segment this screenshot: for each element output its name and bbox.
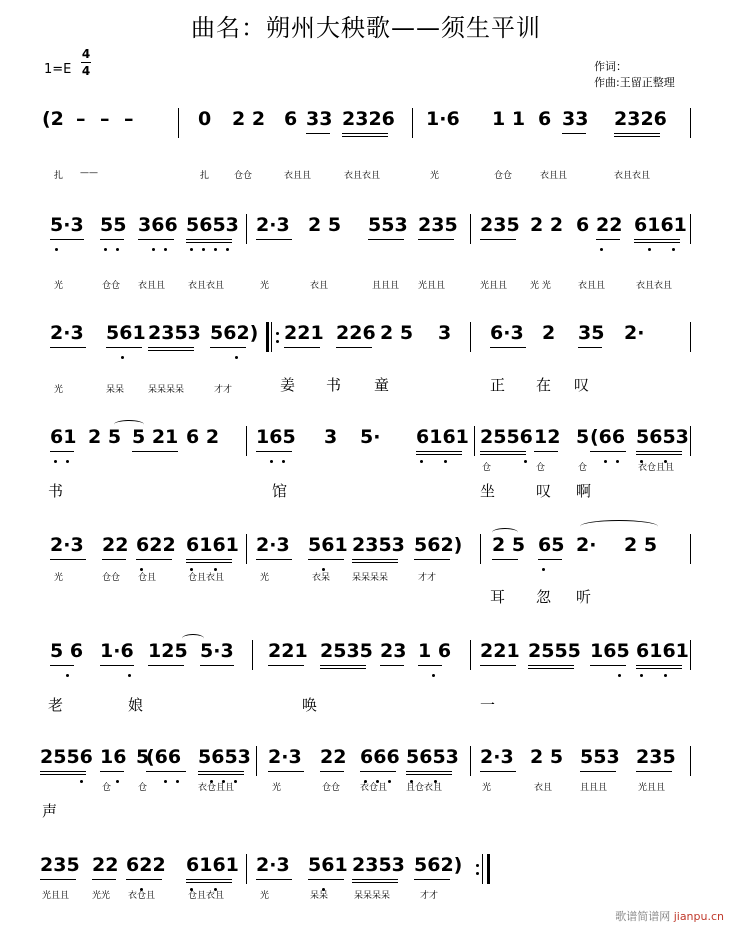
percussion-syllable: 仓 — [138, 783, 148, 793]
note: 33 — [306, 108, 333, 130]
percussion-syllable: 光 — [430, 171, 440, 181]
note: – — [124, 108, 134, 130]
percussion-syllable: 仓且衣且 — [188, 573, 225, 583]
note: 5653 — [198, 746, 251, 768]
time-signature-top: 4 — [81, 47, 91, 61]
percussion-syllable: 衣仓且 — [360, 783, 388, 793]
percussion-syllable: 仓 — [536, 463, 546, 473]
note: 561 — [308, 534, 348, 556]
note: 221 — [268, 640, 308, 662]
lyric: 一 — [480, 696, 496, 714]
note: 5·3 — [50, 214, 84, 236]
note: 5653 — [406, 746, 459, 768]
note: 2· — [624, 322, 645, 344]
percussion-syllable: 才才 — [214, 385, 233, 395]
note: 2 — [542, 322, 556, 344]
note: 2326 — [342, 108, 395, 130]
note: 61 — [50, 426, 77, 448]
lyric: 童 — [374, 376, 390, 394]
note: 553 — [368, 214, 408, 236]
note: 22 — [102, 534, 129, 556]
percussion-syllable: 光 — [54, 573, 64, 583]
note: 221 — [284, 322, 324, 344]
note: 2·3 — [50, 534, 84, 556]
note: 562) — [210, 322, 259, 344]
percussion-syllable: 衣仓且 — [128, 891, 156, 901]
note: 55 — [100, 214, 127, 236]
note: 3 — [438, 322, 452, 344]
note: 235 — [480, 214, 520, 236]
percussion-syllable: 衣仓且且 — [198, 783, 235, 793]
note: 2 5 — [530, 746, 564, 768]
lyric: 声 — [42, 802, 58, 820]
page-title: 曲名：朔州大秧歌——须生平训 — [191, 14, 541, 42]
note: 6161 — [186, 854, 239, 876]
percussion-syllable: 衣且衣且 — [636, 281, 673, 291]
note: 2535 — [320, 640, 373, 662]
lyric: 娘 — [128, 696, 144, 714]
percussion-syllable: 仓 — [578, 463, 588, 473]
percussion-syllable: 光且且 — [480, 281, 508, 291]
note: 226 — [336, 322, 376, 344]
percussion-syllable: 光 光 — [530, 281, 551, 291]
lyric: 在 — [536, 376, 552, 394]
note: 35 — [578, 322, 605, 344]
note: 2· — [576, 534, 597, 556]
note: 2555 — [528, 640, 581, 662]
note: – — [100, 108, 110, 130]
note: 622 — [126, 854, 166, 876]
note: 125 — [148, 640, 188, 662]
note: 33 — [562, 108, 589, 130]
note: 2 5 — [380, 322, 414, 344]
note: – — [76, 108, 86, 130]
note: 6 — [284, 108, 298, 130]
percussion-syllable: 仓仓 — [234, 171, 253, 181]
note: 2353 — [352, 854, 405, 876]
note: 0 — [198, 108, 212, 130]
note: 6161 — [186, 534, 239, 556]
note: 5· — [360, 426, 381, 448]
note: 561 — [308, 854, 348, 876]
percussion-syllable: 衣且且 — [138, 281, 166, 291]
percussion-syllable: 且且且 — [372, 281, 400, 291]
percussion-syllable: 仓且衣且 — [188, 891, 225, 901]
percussion-syllable: 衣且且 — [540, 171, 568, 181]
lyric: 忽 — [536, 588, 552, 606]
percussion-syllable: 光 — [260, 891, 270, 901]
note: 666 — [360, 746, 400, 768]
percussion-syllable: 呆呆 — [106, 385, 125, 395]
note: 2556 — [40, 746, 93, 768]
percussion-syllable: 光且且 — [418, 281, 446, 291]
note: 6·3 — [490, 322, 524, 344]
note: 1·6 — [426, 108, 460, 130]
percussion-syllable: 扎 — [54, 171, 64, 181]
note: 6161 — [636, 640, 689, 662]
note: 5653 — [636, 426, 689, 448]
lyric: 听 — [576, 588, 592, 606]
composer-credit: 作曲:王留正整理 — [594, 76, 675, 89]
note: 561 — [106, 322, 146, 344]
percussion-syllable: 呆呆呆呆 — [352, 573, 389, 583]
note: 235 — [40, 854, 80, 876]
percussion-syllable: 呆呆呆呆 — [354, 891, 391, 901]
lyric: 正 — [490, 376, 506, 394]
percussion-syllable: 才才 — [418, 573, 437, 583]
percussion-syllable: 光 — [272, 783, 282, 793]
percussion-syllable: 光且且 — [638, 783, 666, 793]
lyric: 坐 — [480, 482, 496, 500]
note: 562) — [414, 854, 463, 876]
note: 6161 — [416, 426, 469, 448]
note: 22 — [92, 854, 119, 876]
lyric: 啊 — [576, 482, 592, 500]
note: 3 — [324, 426, 338, 448]
note: 221 — [480, 640, 520, 662]
note: 2 2 — [232, 108, 266, 130]
percussion-syllable: 光且且 — [42, 891, 70, 901]
percussion-syllable: 仓 — [102, 783, 112, 793]
lyric: 书 — [48, 482, 64, 500]
note: 2326 — [614, 108, 667, 130]
note: 553 — [580, 746, 620, 768]
watermark — [615, 908, 724, 924]
lyric: 唤 — [302, 696, 318, 714]
note: 2·3 — [50, 322, 84, 344]
time-signature-bottom: 4 — [81, 64, 91, 78]
note: 1 1 — [492, 108, 526, 130]
percussion-syllable: 仓仓 — [494, 171, 513, 181]
note: 2556 — [480, 426, 533, 448]
note: 6 — [576, 214, 590, 236]
note: (2 — [42, 108, 64, 130]
note: 2 5 — [308, 214, 342, 236]
note: 2 2 — [530, 214, 564, 236]
note: 2·3 — [256, 214, 290, 236]
watermark-url: jianpu.cn — [673, 910, 724, 923]
note: 6 — [538, 108, 552, 130]
percussion-syllable: 衣且衣且 — [188, 281, 225, 291]
percussion-syllable: 仓且 — [138, 573, 157, 583]
time-signature — [78, 46, 94, 79]
note: 2 5 — [624, 534, 658, 556]
lyric: 叹 — [574, 376, 590, 394]
percussion-syllable: 衣仓且且 — [638, 463, 675, 473]
percussion-syllable: 光 — [54, 281, 64, 291]
percussion-syllable: 光 — [482, 783, 492, 793]
percussion-syllable: 且仓衣且 — [406, 783, 443, 793]
note: 23 — [380, 640, 407, 662]
note: 165 — [590, 640, 630, 662]
percussion-syllable: 且且且 — [580, 783, 608, 793]
lyric: 馆 — [272, 482, 288, 500]
percussion-syllable: 光 — [260, 281, 270, 291]
lyric: 耳 — [490, 588, 506, 606]
percussion-syllable: 衣且且 — [284, 171, 312, 181]
lyric: 书 — [326, 376, 342, 394]
percussion-syllable: 呆呆 — [310, 891, 329, 901]
note: (66 — [146, 746, 182, 768]
note: (66 — [590, 426, 626, 448]
watermark-site-name: 歌谱简谱网 — [615, 910, 671, 923]
note: 2·3 — [256, 854, 290, 876]
note: 5 — [136, 746, 150, 768]
note: 622 — [136, 534, 176, 556]
note: 6161 — [634, 214, 687, 236]
note: 235 — [418, 214, 458, 236]
percussion-syllable: 扎 — [200, 171, 210, 181]
note: 2353 — [148, 322, 201, 344]
note: 12 — [534, 426, 561, 448]
note: 562) — [414, 534, 463, 556]
lyric: 姜 — [280, 376, 296, 394]
percussion-syllable: 衣且 — [534, 783, 553, 793]
note: 6 2 — [186, 426, 220, 448]
note: 5 — [576, 426, 590, 448]
note: 2 5 — [492, 534, 526, 556]
note: 5 6 — [50, 640, 84, 662]
lyricist-credit: 作词： — [594, 60, 627, 73]
percussion-syllable: 呆呆呆呆 — [148, 385, 185, 395]
key-signature: 1=E — [44, 62, 72, 77]
percussion-syllable: 衣且衣且 — [344, 171, 381, 181]
note: 5653 — [186, 214, 239, 236]
note: 65 — [538, 534, 565, 556]
percussion-syllable: 仓 — [482, 463, 492, 473]
note: 2353 — [352, 534, 405, 556]
note: 2·3 — [268, 746, 302, 768]
note: 16 — [100, 746, 127, 768]
percussion-syllable: 光 — [260, 573, 270, 583]
note: 235 — [636, 746, 676, 768]
lyric: 老 — [48, 696, 64, 714]
note: 2·3 — [480, 746, 514, 768]
note: 1·6 — [100, 640, 134, 662]
percussion-syllable: 仓仓 — [102, 281, 121, 291]
percussion-syllable: 衣且衣且 — [614, 171, 651, 181]
note: 22 — [596, 214, 623, 236]
percussion-syllable: 衣且 — [310, 281, 329, 291]
note: 5·3 — [200, 640, 234, 662]
note: 2·3 — [256, 534, 290, 556]
percussion-syllable: 才才 — [420, 891, 439, 901]
percussion-syllable: 衣呆 — [312, 573, 331, 583]
note: 1 6 — [418, 640, 452, 662]
percussion-syllable: 光光 — [92, 891, 111, 901]
percussion-syllable: 光 — [54, 385, 64, 395]
note: 2 5 — [88, 426, 122, 448]
note: 366 — [138, 214, 178, 236]
percussion-syllable: 仓仓 — [322, 783, 341, 793]
percussion-syllable: 仓仓 — [102, 573, 121, 583]
lyric: 叹 — [536, 482, 552, 500]
note: 5 21 — [132, 426, 179, 448]
note: 22 — [320, 746, 347, 768]
percussion-syllable: —— — [80, 168, 98, 178]
note: 165 — [256, 426, 296, 448]
percussion-syllable: 衣且且 — [578, 281, 606, 291]
